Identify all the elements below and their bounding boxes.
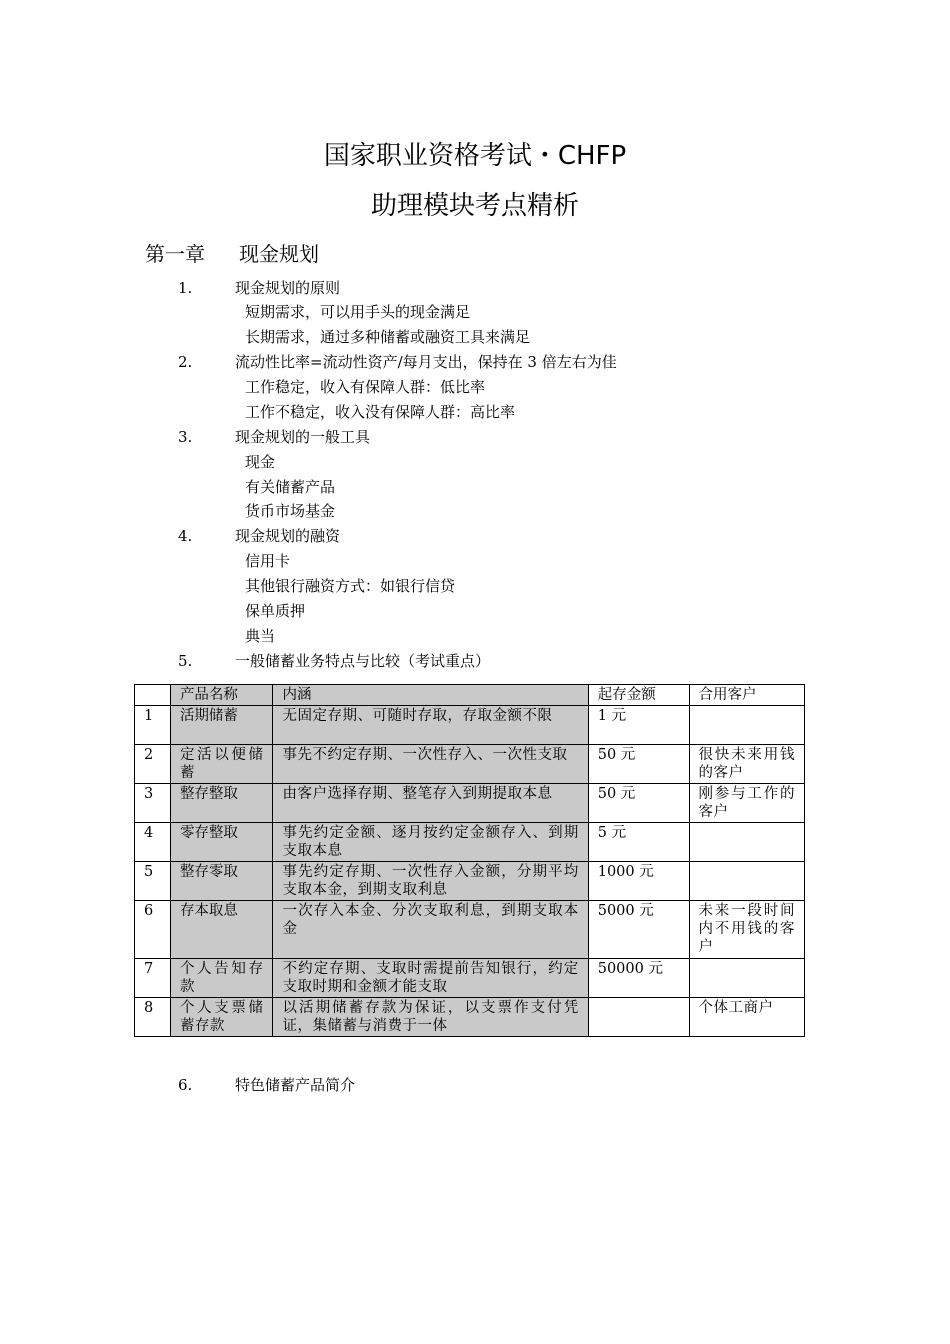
product-description: 事先约定金额、逐月按约定金额存入、到期支取本息	[273, 823, 588, 862]
row-index: 4	[135, 823, 171, 862]
min-deposit: 50000 元	[588, 959, 689, 998]
product-name: 整存整取	[170, 784, 273, 823]
bullet-text: 保单质押	[245, 602, 306, 620]
product-description: 无固定存期、可随时存取，存取金额不限	[273, 706, 588, 745]
header-target-customer: 合用客户	[689, 685, 805, 706]
bullet-text: 货币市场基金	[245, 502, 336, 520]
row-index: 2	[135, 745, 171, 784]
section-number: 1.	[178, 279, 193, 297]
product-description: 以活期储蓄存款为保证，以支票作支付凭证，集储蓄与消费于一体	[273, 998, 588, 1037]
table-header-row	[135, 685, 805, 706]
table-row	[135, 745, 805, 784]
min-deposit: 5 元	[588, 823, 689, 862]
table-row	[135, 862, 805, 901]
table-row	[135, 959, 805, 998]
product-name: 存本取息	[170, 901, 273, 959]
section-text: 流动性比率=流动性资产/每月支出，保持在 3 倍左右为佳	[235, 353, 617, 371]
section-text: 现金规划的融资	[235, 527, 341, 545]
product-description: 一次存入本金、分次支取利息，到期支取本金	[273, 901, 588, 959]
product-name: 整存零取	[170, 862, 273, 901]
target-customer: 很快未来用钱的客户	[689, 745, 805, 784]
header-description: 内涵	[273, 685, 588, 706]
section-text: 现金规划的一般工具	[235, 428, 371, 446]
section-number: 4.	[178, 527, 193, 545]
chapter-name: 现金规划	[239, 242, 319, 266]
table-row	[135, 784, 805, 823]
document-subtitle: 助理模块考点精析	[370, 191, 579, 221]
min-deposit: 5000 元	[588, 901, 689, 959]
bullet-text: 典当	[245, 627, 276, 645]
product-name: 定活以便储蓄	[170, 745, 273, 784]
target-customer	[689, 706, 805, 745]
target-customer: 刚参与工作的客户	[689, 784, 805, 823]
savings-comparison-table	[134, 684, 805, 1037]
target-customer	[689, 823, 805, 862]
section-number: 6.	[178, 1076, 193, 1094]
product-name: 个人支票储蓄存款	[170, 998, 273, 1037]
row-index: 5	[135, 862, 171, 901]
section-text: 一般储蓄业务特点与比较（考试重点）	[235, 652, 491, 670]
header-index	[135, 685, 171, 706]
target-customer	[689, 959, 805, 998]
bullet-text: 工作稳定，收入有保障人群：低比率	[245, 378, 486, 396]
table-row	[135, 823, 805, 862]
product-name: 个人告知存款	[170, 959, 273, 998]
product-description: 由客户选择存期、整笔存入到期提取本息	[273, 784, 588, 823]
product-name: 零存整取	[170, 823, 273, 862]
product-description: 事先约定存期、一次性存入金额，分期平均支取本金，到期支取利息	[273, 862, 588, 901]
product-description: 事先不约定存期、一次性存入、一次性支取	[273, 745, 588, 784]
product-name: 活期储蓄	[170, 706, 273, 745]
min-deposit	[588, 998, 689, 1037]
min-deposit: 1000 元	[588, 862, 689, 901]
table-row	[135, 706, 805, 745]
chapter-heading	[145, 238, 319, 267]
bullet-text: 短期需求，可以用手头的现金满足	[245, 303, 471, 321]
document-title: 国家职业资格考试・CHFP	[323, 141, 627, 171]
row-index: 7	[135, 959, 171, 998]
min-deposit: 1 元	[588, 706, 689, 745]
section-number: 5.	[178, 652, 193, 670]
table-row	[135, 901, 805, 959]
row-index: 6	[135, 901, 171, 959]
header-min-deposit: 起存金额	[588, 685, 689, 706]
section-number: 3.	[178, 428, 193, 446]
bullet-text: 长期需求，通过多种储蓄或融资工具来满足	[245, 328, 531, 346]
header-product-name: 产品名称	[170, 685, 273, 706]
bullet-text: 现金	[245, 453, 276, 471]
min-deposit: 50 元	[588, 745, 689, 784]
bullet-text: 有关储蓄产品	[245, 478, 336, 496]
target-customer	[689, 862, 805, 901]
target-customer: 个体工商户	[689, 998, 805, 1037]
bullet-text: 信用卡	[245, 552, 291, 570]
section-text: 特色储蓄产品简介	[235, 1076, 356, 1094]
target-customer: 未来一段时间内不用钱的客户	[689, 901, 805, 959]
table-row	[135, 998, 805, 1037]
min-deposit: 50 元	[588, 784, 689, 823]
chapter-number: 第一章	[145, 242, 205, 266]
section-text: 现金规划的原则	[235, 279, 341, 297]
bullet-text: 工作不稳定，收入没有保障人群：高比率	[245, 403, 516, 421]
bullet-text: 其他银行融资方式：如银行信贷	[245, 577, 456, 595]
row-index: 1	[135, 706, 171, 745]
section-number: 2.	[178, 353, 193, 371]
product-description: 不约定存期、支取时需提前告知银行，约定支取时期和金额才能支取	[273, 959, 588, 998]
row-index: 3	[135, 784, 171, 823]
row-index: 8	[135, 998, 171, 1037]
